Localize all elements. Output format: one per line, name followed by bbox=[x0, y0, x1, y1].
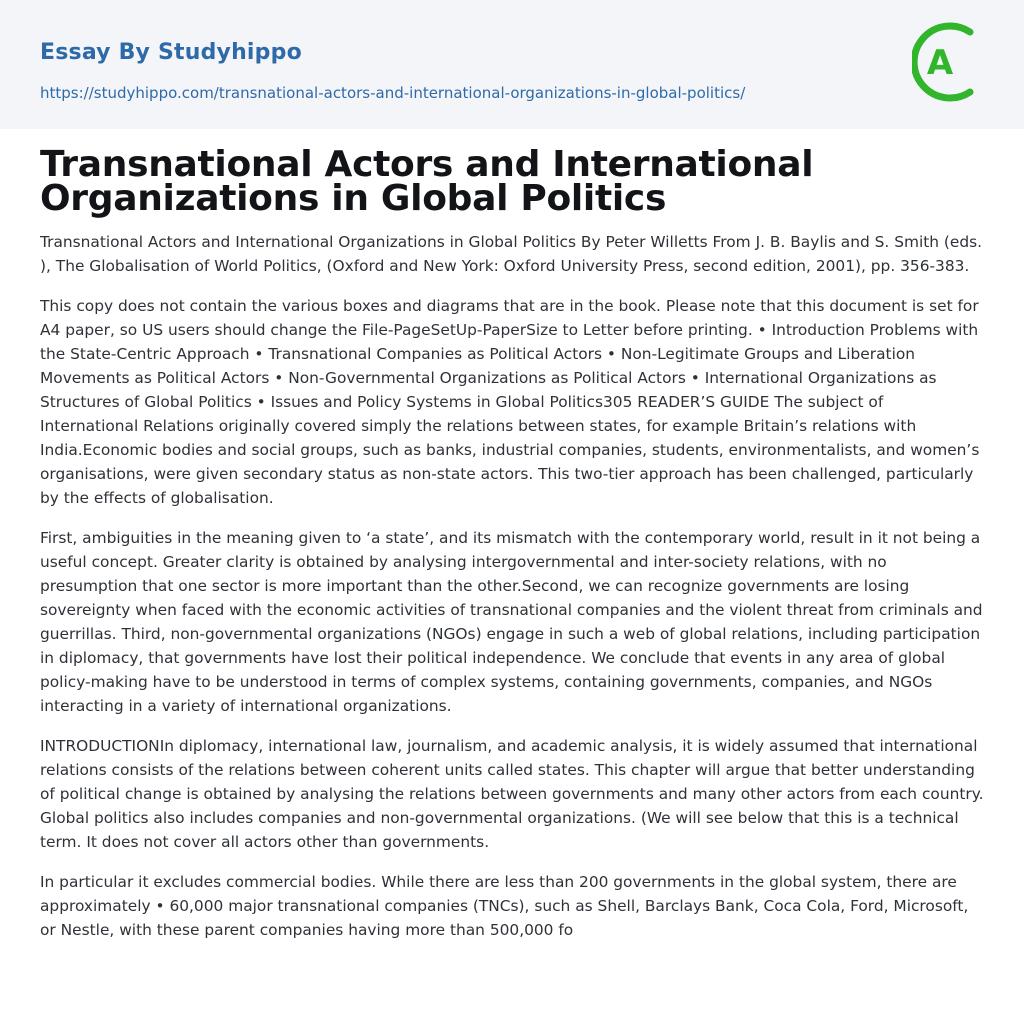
article-paragraph: Transnational Actors and International Organizations in Global Politics By Peter Willetts From J. B. Baylis and S. Smith (eds. ), The Globalisation of World Politics, (Oxford and New York: Oxford University Press, second edition, 2001), pp. 356-383. bbox=[40, 233, 983, 275]
article-paragraph: INTRODUCTIONIn diplomacy, international law, journalism, and academic analysis, it is widely assumed that international relations consists of the relations between coherent units called states. This chapter will argue that better understanding of political change is obtained by analysing the relations between governments and many other actors from each country. Global politics also includes companies and non-governmental organizations. (We will see below that this is a technical term. It does not cover all actors other than governments. bbox=[40, 737, 984, 851]
article bbox=[40, 144, 986, 958]
studyhippo-logo-icon[interactable] bbox=[912, 18, 988, 106]
site-brand[interactable]: Essay By Studyhippo bbox=[40, 40, 302, 65]
article-title: Transnational Actors and International Organizations in Global Politics bbox=[40, 144, 814, 219]
site-header bbox=[0, 0, 1024, 129]
article-paragraph: In particular it excludes commercial bodies. While there are less than 200 governments in the global system, there are approximately • 60,000 major transnational companies (TNCs), such as Shell, Barclays Bank, Coca Cola, Ford, Microsoft, or Nestle, with these parent companies having more than 500,000 fo bbox=[40, 873, 969, 939]
logo-letter: A bbox=[926, 43, 954, 83]
essay-url-link[interactable]: https://studyhippo.com/transnational-actors-and-international-organizations-in-global-politics/ bbox=[40, 84, 746, 102]
article-paragraph: This copy does not contain the various boxes and diagrams that are in the book. Please note that this document is set for A4 paper, so US users should change the File-PageSetUp-PaperSize to Letter before printing. • Introduction Problems with the State-Centric Approach • Transnational Companies as Political Actors • Non-Legitimate Groups and Liberation Movements as Political Actors • Non-Governmental Organizations as Political Actors • International Organizations as Structures of Global Politics • Issues and Policy Systems in Global Politics305 READER’S GUIDE The subject of International Relations originally covered simply the relations between states, for example Britain’s relations with India.Economic bodies and social groups, such as banks, industrial companies, students, environmentalists, and women’s organisations, were given secondary status as non-state actors. This two-tier approach has been challenged, particularly by the effects of globalisation. bbox=[40, 297, 980, 507]
article-paragraph: First, ambiguities in the meaning given to ‘a state’, and its mismatch with the contemporary world, result in it not being a useful concept. Greater clarity is obtained by analysing intergovernmental and inter-society relations, with no presumption that one sector is more important than the other.Second, we can recognize governments are losing sovereignty when faced with the economic activities of transnational companies and the violent threat from criminals and guerrillas. Third, non-governmental organizations (NGOs) engage in such a web of global relations, including participation in diplomacy, that governments have lost their political independence. We conclude that events in any area of global policy-making have to be understood in terms of complex systems, containing governments, companies, and NGOs interacting in a variety of international organizations. bbox=[40, 529, 983, 715]
